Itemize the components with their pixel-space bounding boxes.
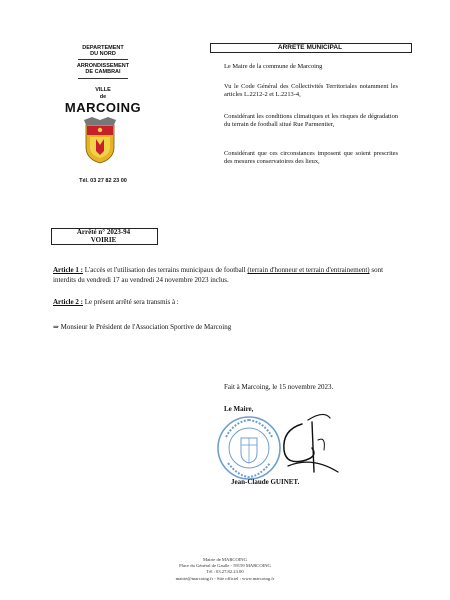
considerant-clause-1: Considérant les conditions climatiques et les risques de dégradation du terrain de football situé Rue Parmentier, bbox=[224, 113, 398, 128]
divider bbox=[78, 78, 128, 79]
ville-label: VILLE bbox=[95, 87, 111, 93]
document-title: ARRETE MUNICIPAL bbox=[277, 44, 343, 51]
coat-of-arms-icon bbox=[80, 117, 120, 165]
recipient: ⇒ Monsieur le Président de l'Association Sportive de Marcoing bbox=[53, 323, 232, 331]
article-2-text: Le présent arrêté sera transmis à : bbox=[82, 298, 179, 306]
department-name: DU NORD bbox=[90, 51, 116, 57]
footer-contact: mairie@marcoing.fr - Site officiel : www.marcoing.fr bbox=[175, 576, 275, 581]
signatory-name: Jean-Claude GUINET. bbox=[231, 478, 300, 486]
signatory-role: Le Maire, bbox=[224, 405, 254, 413]
divider bbox=[78, 59, 128, 60]
footer-address: Place du Général de Gaulle - 59159 MARCOING bbox=[179, 563, 271, 568]
article-2 bbox=[53, 298, 398, 308]
article-1-dates: sont interdits du vendredi 17 au vendredi 24 novembre 2023 inclus. bbox=[53, 266, 384, 284]
signature-icon bbox=[268, 410, 348, 480]
department-label: DEPARTEMENT bbox=[82, 45, 124, 51]
article-1-label: Article 1 : bbox=[53, 266, 83, 274]
arrondissement-label: ARRONDISSEMENT bbox=[76, 63, 130, 69]
arrondissement-name: DE CAMBRAI bbox=[85, 69, 121, 75]
date-line: Fait à Marcoing, le 15 novembre 2023. bbox=[224, 383, 334, 391]
article-1-text: L'accès et l'utilisation des terrains municipaux de football bbox=[82, 266, 248, 274]
vu-clause: Vu le Code Général des Collectivités Territoriales notamment les articles L.2212-2 et L.2213-4, bbox=[224, 83, 398, 98]
town-name: MARCOING bbox=[64, 100, 142, 115]
article-1 bbox=[53, 266, 398, 285]
phone-number: Tél. 03 27 82 23 00 bbox=[79, 178, 127, 184]
footer-mairie: Mairie de MARCOING bbox=[203, 557, 247, 562]
de-label: de bbox=[99, 94, 107, 100]
article-2-label: Article 2 : bbox=[53, 298, 83, 306]
arrete-number: Arrêté n° 2023-94 bbox=[76, 228, 131, 236]
arrete-category: VOIRIE bbox=[90, 236, 117, 244]
footer-phone: Tél : 03.27.82.23.00 bbox=[206, 569, 244, 574]
article-1-terrains: (terrain d'honneur et terrain d'entrainement) bbox=[247, 266, 370, 274]
mayor-intro: Le Maire de la commune de Marcoing bbox=[224, 63, 323, 70]
considerant-clause-2: Considérant que ces circonstances imposent que soient prescrites des mesures conservatoires des lieux, bbox=[224, 150, 398, 165]
